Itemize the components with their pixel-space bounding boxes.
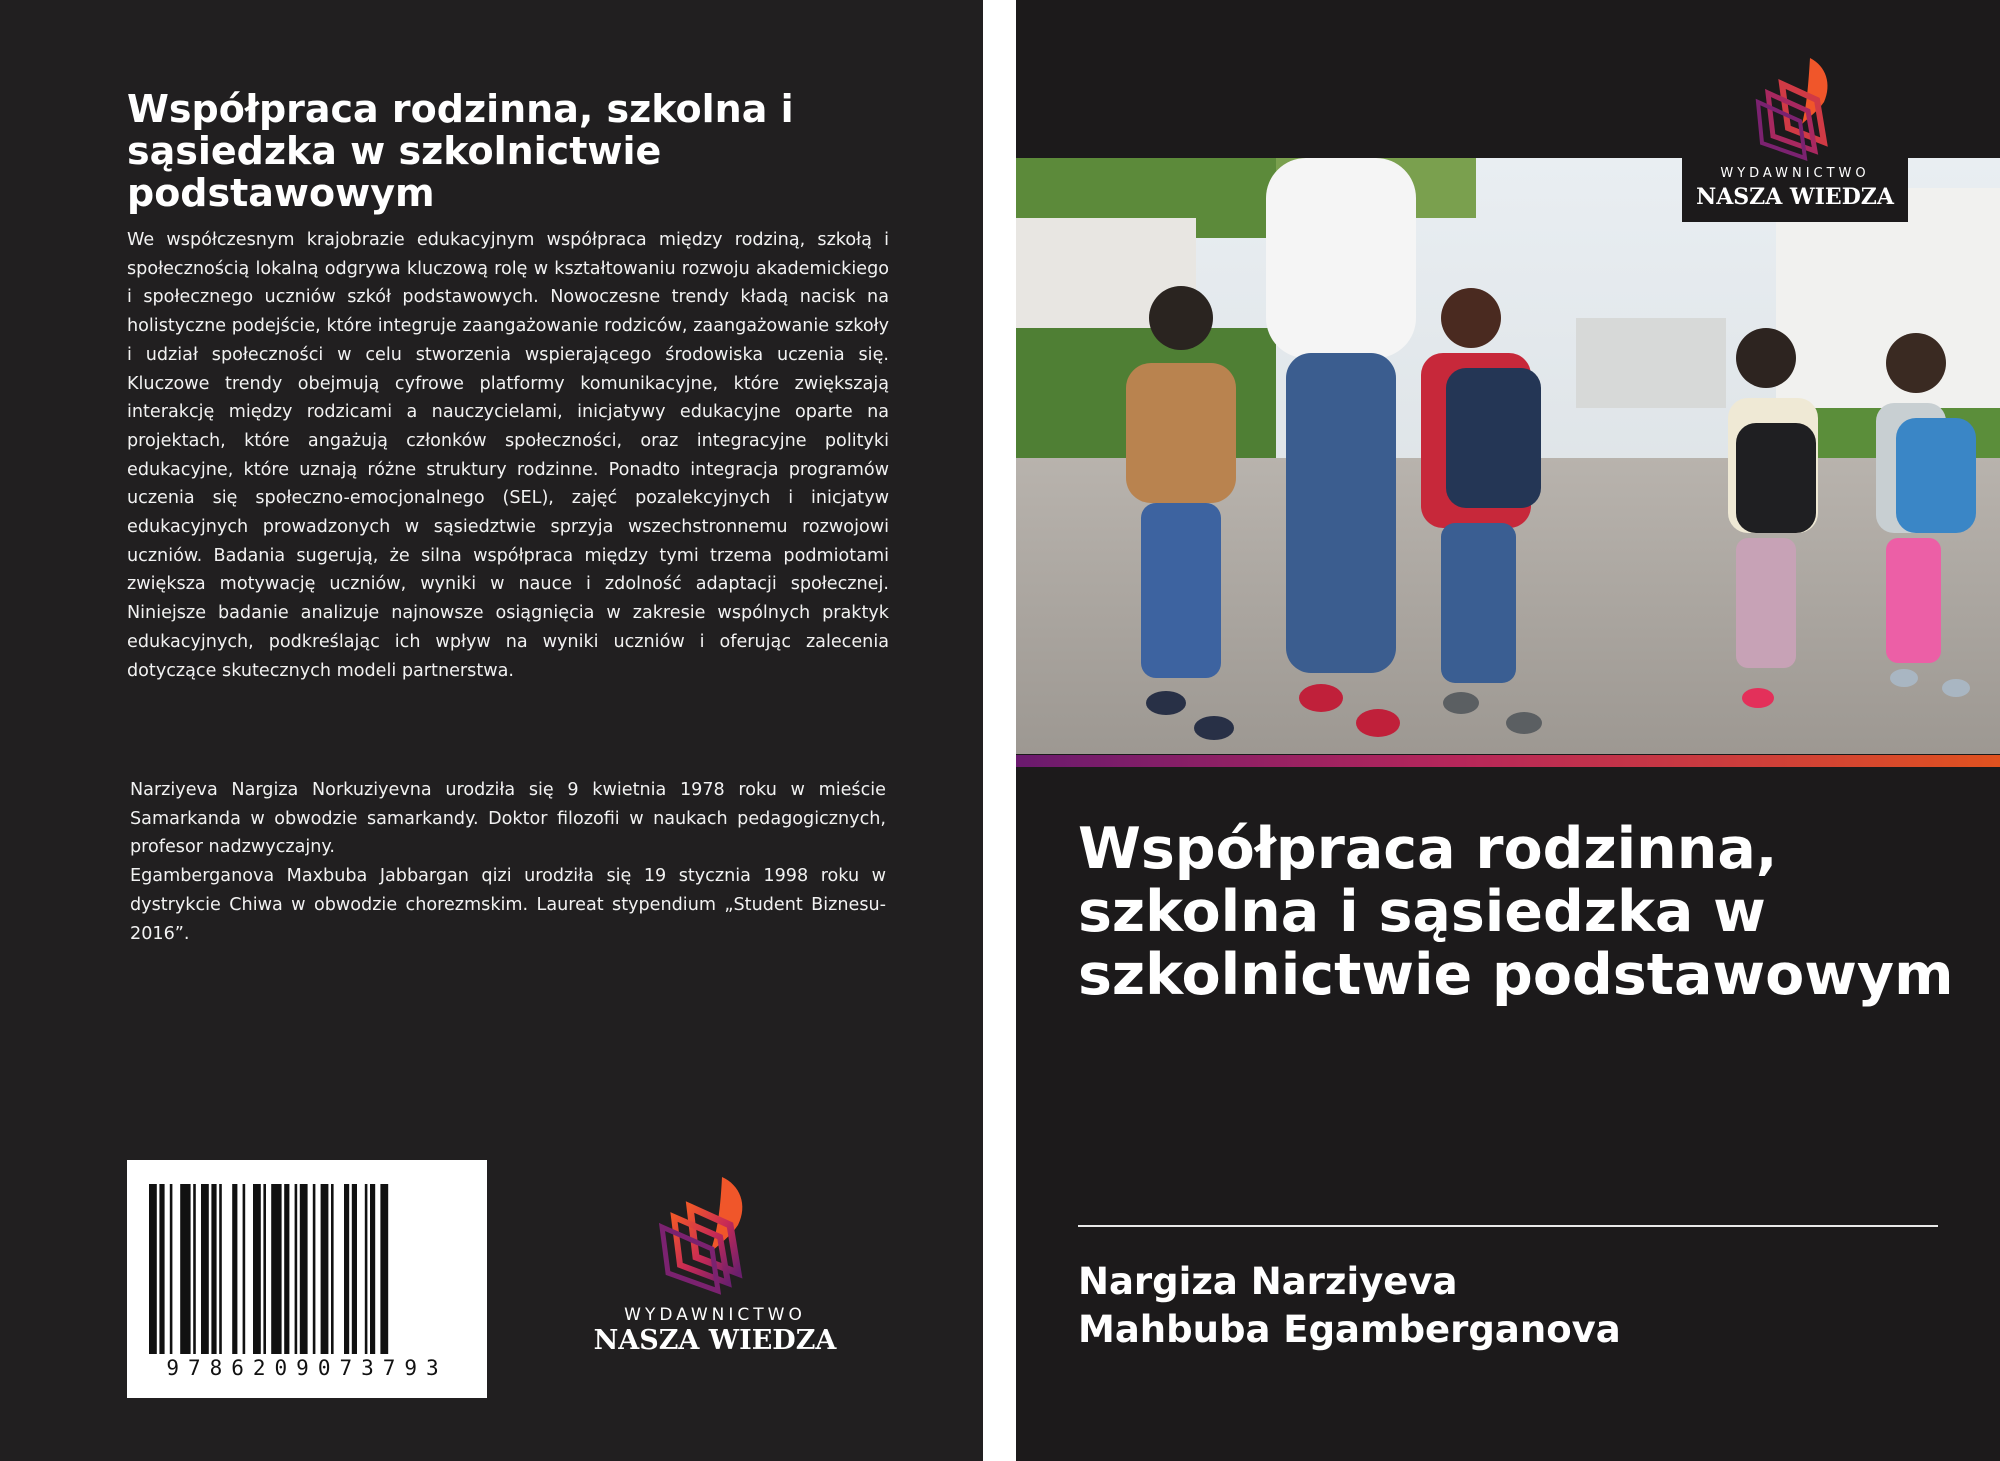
publisher-imprint-front: WYDAWNICTWO	[1720, 166, 1870, 181]
barcode-bar	[211, 1184, 216, 1354]
barcode-bar	[380, 1184, 388, 1354]
barcode-bar	[180, 1184, 190, 1354]
author-bio-2: Egamberganova Maxbuba Jabbargan qizi urodziła się 19 stycznia 1998 roku w dystrykcie Chiwa w obwodzie chorezmskim. Laureat stypendium „Student Biznesu-2016”.	[130, 866, 886, 944]
barcode-bar	[232, 1184, 237, 1354]
back-cover-title: Współpraca rodzinna, szkolna i sąsiedzka w szkolnictwie podstawowym	[127, 87, 794, 215]
barcode-bar	[365, 1184, 368, 1354]
barcode-bar	[201, 1184, 209, 1354]
barcode-bar	[284, 1184, 289, 1354]
front-cover-title: Współpraca rodzinna, szkolna i sąsiedzka w szkolnictwie podstawowym	[1078, 816, 1954, 1008]
cover-photo	[1016, 158, 2000, 754]
barcode-bar	[263, 1184, 266, 1354]
barcode-bar	[300, 1184, 308, 1354]
barcode-bar	[313, 1184, 316, 1354]
barcode-bar	[159, 1184, 164, 1354]
publisher-name-back: NASZA WIEDZA	[593, 1325, 837, 1356]
barcode-bar	[295, 1184, 298, 1354]
publisher-name-front: NASZA WIEDZA	[1696, 184, 1894, 210]
spine-gap	[983, 0, 1016, 1461]
book-quill-icon	[570, 1165, 860, 1295]
back-cover-description: We współczesnym krajobrazie edukacyjnym współpraca między rodziną, szkołą i społecznością lokalną odgrywa kluczową rolę w kształtowaniu rozwoju akademickiego i społecznego uczniów szkół podstawowych. Nowoczesne trendy kładą nacisk na holistyczne podejście, które integruje zaangażowanie rodziców, zaangażowanie szkoły i udział społeczności w celu stworzenia wspierającego środowiska uczenia się. Kluczowe trendy obejmują cyfrowe platformy komunikacyjne, które zwiększają interakcję między rodzicami a nauczycielami, inicjatywy edukacyjne oparte na projektach, które angażują członków społeczności, oraz integracyjne polityki edukacyjne, które uznają różne struktury rodzinne. Ponadto integracja programów uczenia się społeczno-emocjonalnego (SEL), zajęć pozalekcyjnych i inicjatyw edukacyjnych prowadzonych w sąsiedztwie sprzyja wszechstronnemu rozwojowi uczniów. Badania sugerują, że silna współpraca między tymi trzema podmiotami zwiększa motywację uczniów, wyniki w nauce i zdolność adaptacji społecznej. Niniejsze badanie analizuje najnowsze osiągnięcia w zakresie wspólnych praktyk edukacyjnych, podkreślając ich wpływ na wyniki uczniów i oferując zalecenia dotyczące skutecznych modeli partnerstwa.	[127, 230, 889, 681]
barcode-bar	[352, 1184, 357, 1354]
barcode-bar	[149, 1184, 157, 1354]
publisher-imprint-back: WYDAWNICTWO	[624, 1305, 806, 1325]
barcode-bar	[331, 1184, 334, 1354]
barcode-bar	[370, 1184, 375, 1354]
barcode-bar	[219, 1184, 222, 1354]
family-walking-photo	[1016, 158, 2000, 754]
isbn-barcode	[127, 1160, 487, 1398]
barcode-bar	[253, 1184, 261, 1354]
accent-strip	[1016, 755, 2000, 767]
barcode-bars	[127, 1160, 487, 1360]
barcode-bar	[271, 1184, 281, 1354]
title-divider	[1078, 1225, 1938, 1227]
isbn-number: 9786209073793	[166, 1356, 448, 1380]
author-name-1: Nargiza Narziyeva	[1078, 1260, 1458, 1303]
author-name-2: Mahbuba Egamberganova	[1078, 1308, 1621, 1351]
publisher-logo-front	[1682, 56, 1908, 222]
author-biographies	[130, 776, 886, 948]
publisher-logo-back	[570, 1165, 860, 1365]
barcode-bar	[193, 1184, 196, 1354]
barcode-bar	[321, 1184, 329, 1354]
barcode-bar	[170, 1184, 173, 1354]
barcode-bar	[344, 1184, 349, 1354]
author-bio-1: Narziyeva Nargiza Norkuziyevna urodziła się 9 kwietnia 1978 roku w mieście Samarkanda w obwodzie samarkandy. Doktor filozofii w naukach pedagogicznych, profesor nadzwyczajny.	[130, 780, 886, 858]
book-quill-icon	[1682, 56, 1908, 166]
barcode-bar	[243, 1184, 246, 1354]
